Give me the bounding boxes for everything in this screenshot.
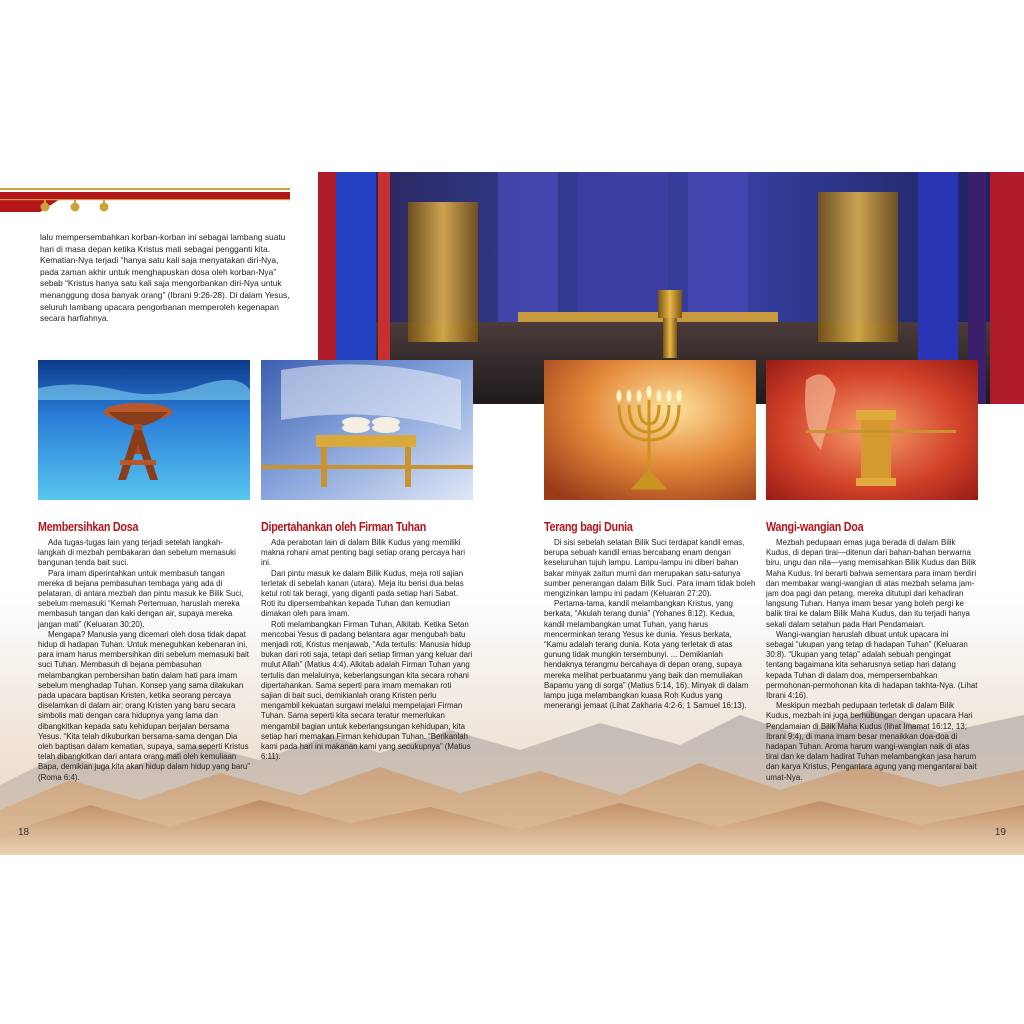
- paragraph: Ada perabotan lain di dalam Bilik Kudus yang memiliki makna rohani amat penting bagi setiap orang percaya hari ini.: [261, 538, 465, 568]
- paragraph: Dari pintu masuk ke dalam Bilik Kudus, meja roti sajian terletak di sebelah kanan (utara). Meja itu berisi dua belas ketul roti tak beragi, yang diganti pada setiap hari Sabat. Roti itu dipersembahkan kepada Tuhan dan kemudian dimakan oleh para imam.: [261, 568, 464, 619]
- paragraph: Pertama-tama, kandil melambangkan Kristus, yang berkata, “Akulah terang dunia” (Yohanes 8:12). Kedua, kandil melambangkan umat Tuhan, yang harus mencerminkan terang Yesus ke dunia. Yesus berkata, “Kamu adalah terang dunia. Kota yang terletak di atas gunung tidak mungkin tersembunyi. ... Demikianlah hendaknya terangmu bercahaya di depan orang, supaya mereka melihat perbuatanmu yang baik dan memuliakan Bapamu yang di sorga” (Matius 5:14, 16). Minyak di dalam lampu juga melambangkan kuasa Roh Kudus yang menerangi jemaat (Lihat Zakharia 4:2-6; 1 Samuel 16:13).: [544, 599, 749, 711]
- paragraph: Mengapa? Manusia yang dicemari oleh dosa tidak dapat hidup di hadapan Tuhan. Untuk meneguhkan kebenaran ini, para imam harus membersihkan diri sebelum memasuki bait suci Tuhan. Membasuh di bejana pembasuhan melambangkan pembersihan batin dalam hati para imam sebelum menghadap Tuhan. Konsep yang sama dilakukan pada upacara baptisan Kristen, ketika seorang percaya diselamkan di dalam air; orang Kristen yang baru secara simbolis mati dengan cara hidupnya yang lama dan dibangkitkan kepada satu kehidupan berjalan bersama Yesus. “Kita telah dikuburkan bersama-sama dengan Dia oleh baptisan dalam kematian, supaya, sama seperti Kristus telah dibangkitkan dari antara orang mati oleh kemuliaan Bapa, demikian juga kita akan hidup dalam hidup yang baru” (Roma 6:4).: [38, 629, 250, 782]
- intro-text: lalu mempersembahkan korban-korban ini sebagai lambang suatu hari di masa depan ketika Kristus mati sebagai pengganti kita. Kematian-Nya terjadi “hanya satu kali saja menyatakan diri-Nya, pada zaman akhir untuk menghapuskan dosa oleh korban-Nya” sebab “Kristus hanya satu kali saja mengorbankan diri-Nya untuk menanggung dosa banyak orang” (Ibrani 9:26-28). Di dalam Yesus, seluruh lambang upacara pengorbanan memperoleh kegenapan secara harfiahnya.: [40, 232, 290, 324]
- decorative-bell-band: [0, 188, 290, 218]
- paragraph: Mezbah pedupaan emas juga berada di dalam Bilik Kudus, di depan tirai—ditenun dari bahan-bahan berwarna biru, ungu dan nila—yang memisahkan Bilik Kudus dan Bilik Maha Kudus. Ini berarti bahwa sementara para imam berdiri dan membakar wangi-wangian di atas mezbah selama jam-jam doa pagi dan petang, mereka ditutupi dari kehadiran langsung Tuhan. Hanya imam besar yang boleh pergi ke balik tirai ke dalam Bilik Maha Kudus, dan itu terjadi hanya sekali dalam setahun pada Hari Pendamaian.: [766, 538, 977, 629]
- section-terang-bagi-dunia: [544, 520, 756, 711]
- incense-altar-photo: [766, 360, 978, 500]
- pomegranate-icon: [71, 200, 80, 212]
- menorah-photo: [544, 360, 756, 500]
- paragraph: Meskipun mezbah pedupaan terletak di dalam Bilik Kudus, mezbah ini juga berhubungan dengan upacara Hari Pendamaian di Bilik Maha Kudus (lihat Imamat 16:12, 13; Ibrani 9:4), di mana imam besar menaikkan doa-doa di hadapan Tuhan. Aroma harum wangi-wangian naik di atas tirai dan ke dalam hadirat Tuhan melambangkan jasa harum dan karya Kristus, Pengantara agung yang mengantarai bait umat-Nya.: [766, 701, 977, 782]
- section-title: Terang bagi Dunia: [544, 520, 633, 534]
- bell-icon: [100, 200, 109, 212]
- showbread-table-photo: [261, 360, 473, 500]
- section-membersihkan-dosa: [38, 520, 250, 783]
- page-number-right: 19: [994, 827, 1006, 838]
- page-number-left: 18: [18, 827, 30, 838]
- section-title: Dipertahankan oleh Firman Tuhan: [261, 520, 427, 534]
- section-wangi-wangian-doa: [766, 520, 978, 783]
- paragraph: Roti melambangkan Firman Tuhan, Alkitab. Ketika Setan mencobai Yesus di padang belantara agar mengubah batu menjadi roti, Kristus menjawab, “Ada tertulis: Manusia hidup bukan dari roti saja, tetapi dari setiap firman yang keluar dari mulut Allah” (Matius 4:4). Alkitab adalah Firman Tuhan yang tertulis dan melaluinya, keberlangsungan kita secara rohani dipertahankan. Sama seperti para imam memakan roti sajian di bait suci, demikianlah orang Kristen perlu mengambil kekuatan surgawi melalui mempelajari Firman Tuhan. Sama seperti kita secara teratur memerlukan mengambil bagian untuk keberlangsungan kehidupan, kita setiap hari memakan Firman kehidupan Tuhan. “Berikanlah kami pada hari ini makanan kami yang secukupnya” (Matius 6:11).: [261, 619, 473, 762]
- section-title: Membersihkan Dosa: [38, 520, 139, 534]
- laver-basin-photo: [38, 360, 250, 500]
- section-title: Wangi-wangian Doa: [766, 520, 864, 534]
- paragraph: Di sisi sebelah selatan Bilik Suci terdapat kandil emas, berupa sebuah kandil emas bercabang enam dengan keseluruhan tujuh lampu. Lampu-lampu ini diberi bahan bakar minyak zaitun murni dan merupakan satu-satunya sumber penerangan dalam Bilik Suci. Para imam tidak boleh mengizinkan lampu ini padam (Keluaran 27:20).: [544, 538, 756, 599]
- intro-paragraph: [40, 232, 295, 325]
- section-dipertahankan-oleh-firman-tuhan: [261, 520, 473, 762]
- paragraph: Wangi-wangian haruslah dibuat untuk upacara ini sebagai “ukupan yang tetap di hadapan Tuhan” (Keluaran 30:8). “Ukupan yang tetap” adalah sebuah pengingat tentang bagaimana kita seharusnya setiap hari datang kepada Tuhan di dalam doa, mempersembahkan permohonan-permohonan kita di hadapan takhta-Nya. (Lihat Ibrani 4:16).: [766, 629, 978, 701]
- paragraph: Para imam diperintahkan untuk membasuh tangan mereka di bejana pembasuhan tembaga yang ada di pelataran, di antara mezbah dan pintu masuk ke Bilik Suci, sebelum memasuki “Kemah Pertemuan, haruslah mereka membasuh tangan dan kaki dengan air, supaya mereka jangan mati” (Keluaran 30:20).: [38, 568, 244, 629]
- paragraph: Ada tugas-tugas lain yang terjadi setelah langkah-langkah di mezbah pembakaran dan sebelum memasuki bangunan tenda bait suci.: [38, 538, 236, 568]
